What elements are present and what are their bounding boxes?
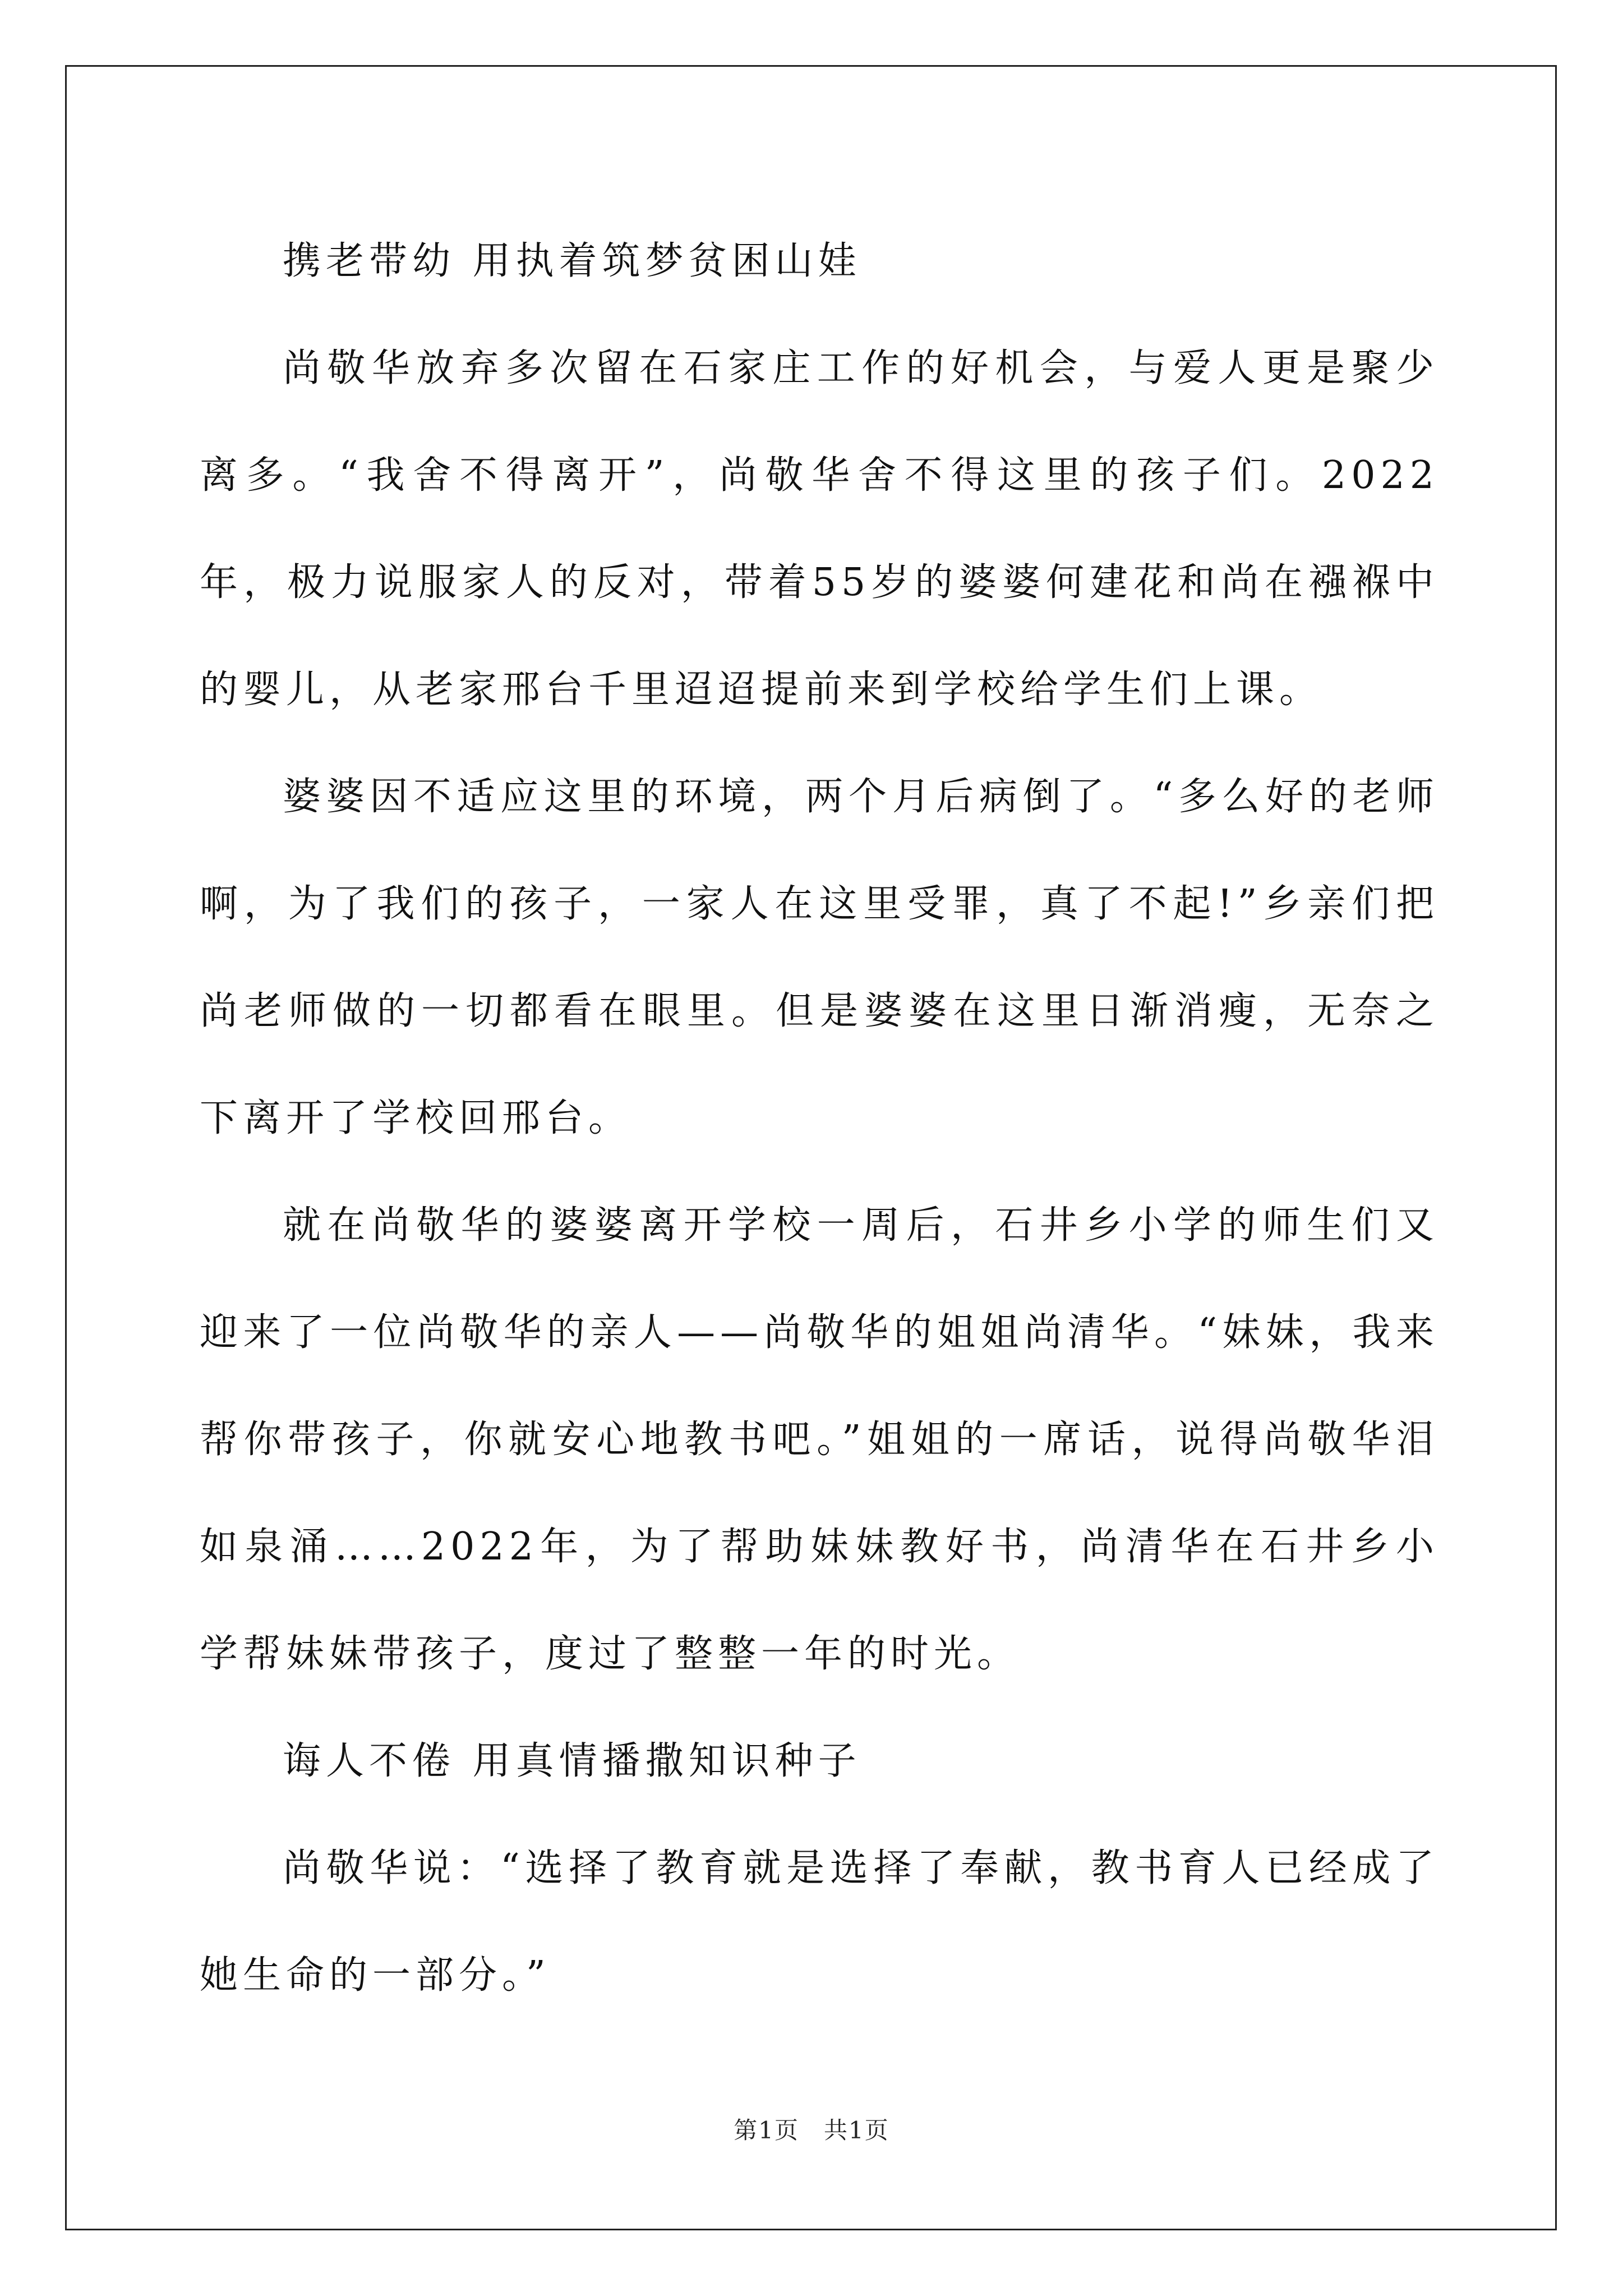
document-body — [200, 208, 1439, 2029]
paragraph-3: 就在尚敬华的婆婆离开学校一周后，石井乡小学的师生们又迎来了一位尚敬华的亲人——尚敬华的姐姐尚清华。“妹妹，我来帮你带孩子，你就安心地教书吧。”姐姐的一席话，说得尚敬华泪如泉涌……2022年，为了帮助妹妹教好书，尚清华在石井乡小学帮妹妹带孩子，度过了整整一年的时光。 — [200, 1203, 1440, 1676]
paragraph-4: 尚敬华说：“选择了教育就是选择了奉献，教书育人已经成了她生命的一部分。” — [200, 1846, 1439, 1998]
section-heading-1: 携老带幼 用执着筑梦贫困山娃 — [283, 239, 861, 283]
paragraph-2: 婆婆因不适应这里的环境，两个月后病倒了。“多么好的老师啊，为了我们的孩子，一家人在这里受罪，真了不起!”乡亲们把尚老师做的一切都看在眼里。但是婆婆在这里日渐消瘦，无奈之下离开了学校回邢台。 — [200, 775, 1439, 1140]
section-heading-2: 诲人不倦 用真情播撒知识种子 — [283, 1739, 861, 1783]
paragraph-1: 尚敬华放弃多次留在石家庄工作的好机会，与爱人更是聚少离多。“我舍不得离开”，尚敬华舍不得这里的孩子们。2022年，极力说服家人的反对，带着55岁的婆婆何建花和尚在襁褓中的婴儿，从老家邢台千里迢迢提前来到学校给学生们上课。 — [200, 346, 1439, 712]
page-number-footer: 第1页 共1页 — [734, 2116, 889, 2144]
